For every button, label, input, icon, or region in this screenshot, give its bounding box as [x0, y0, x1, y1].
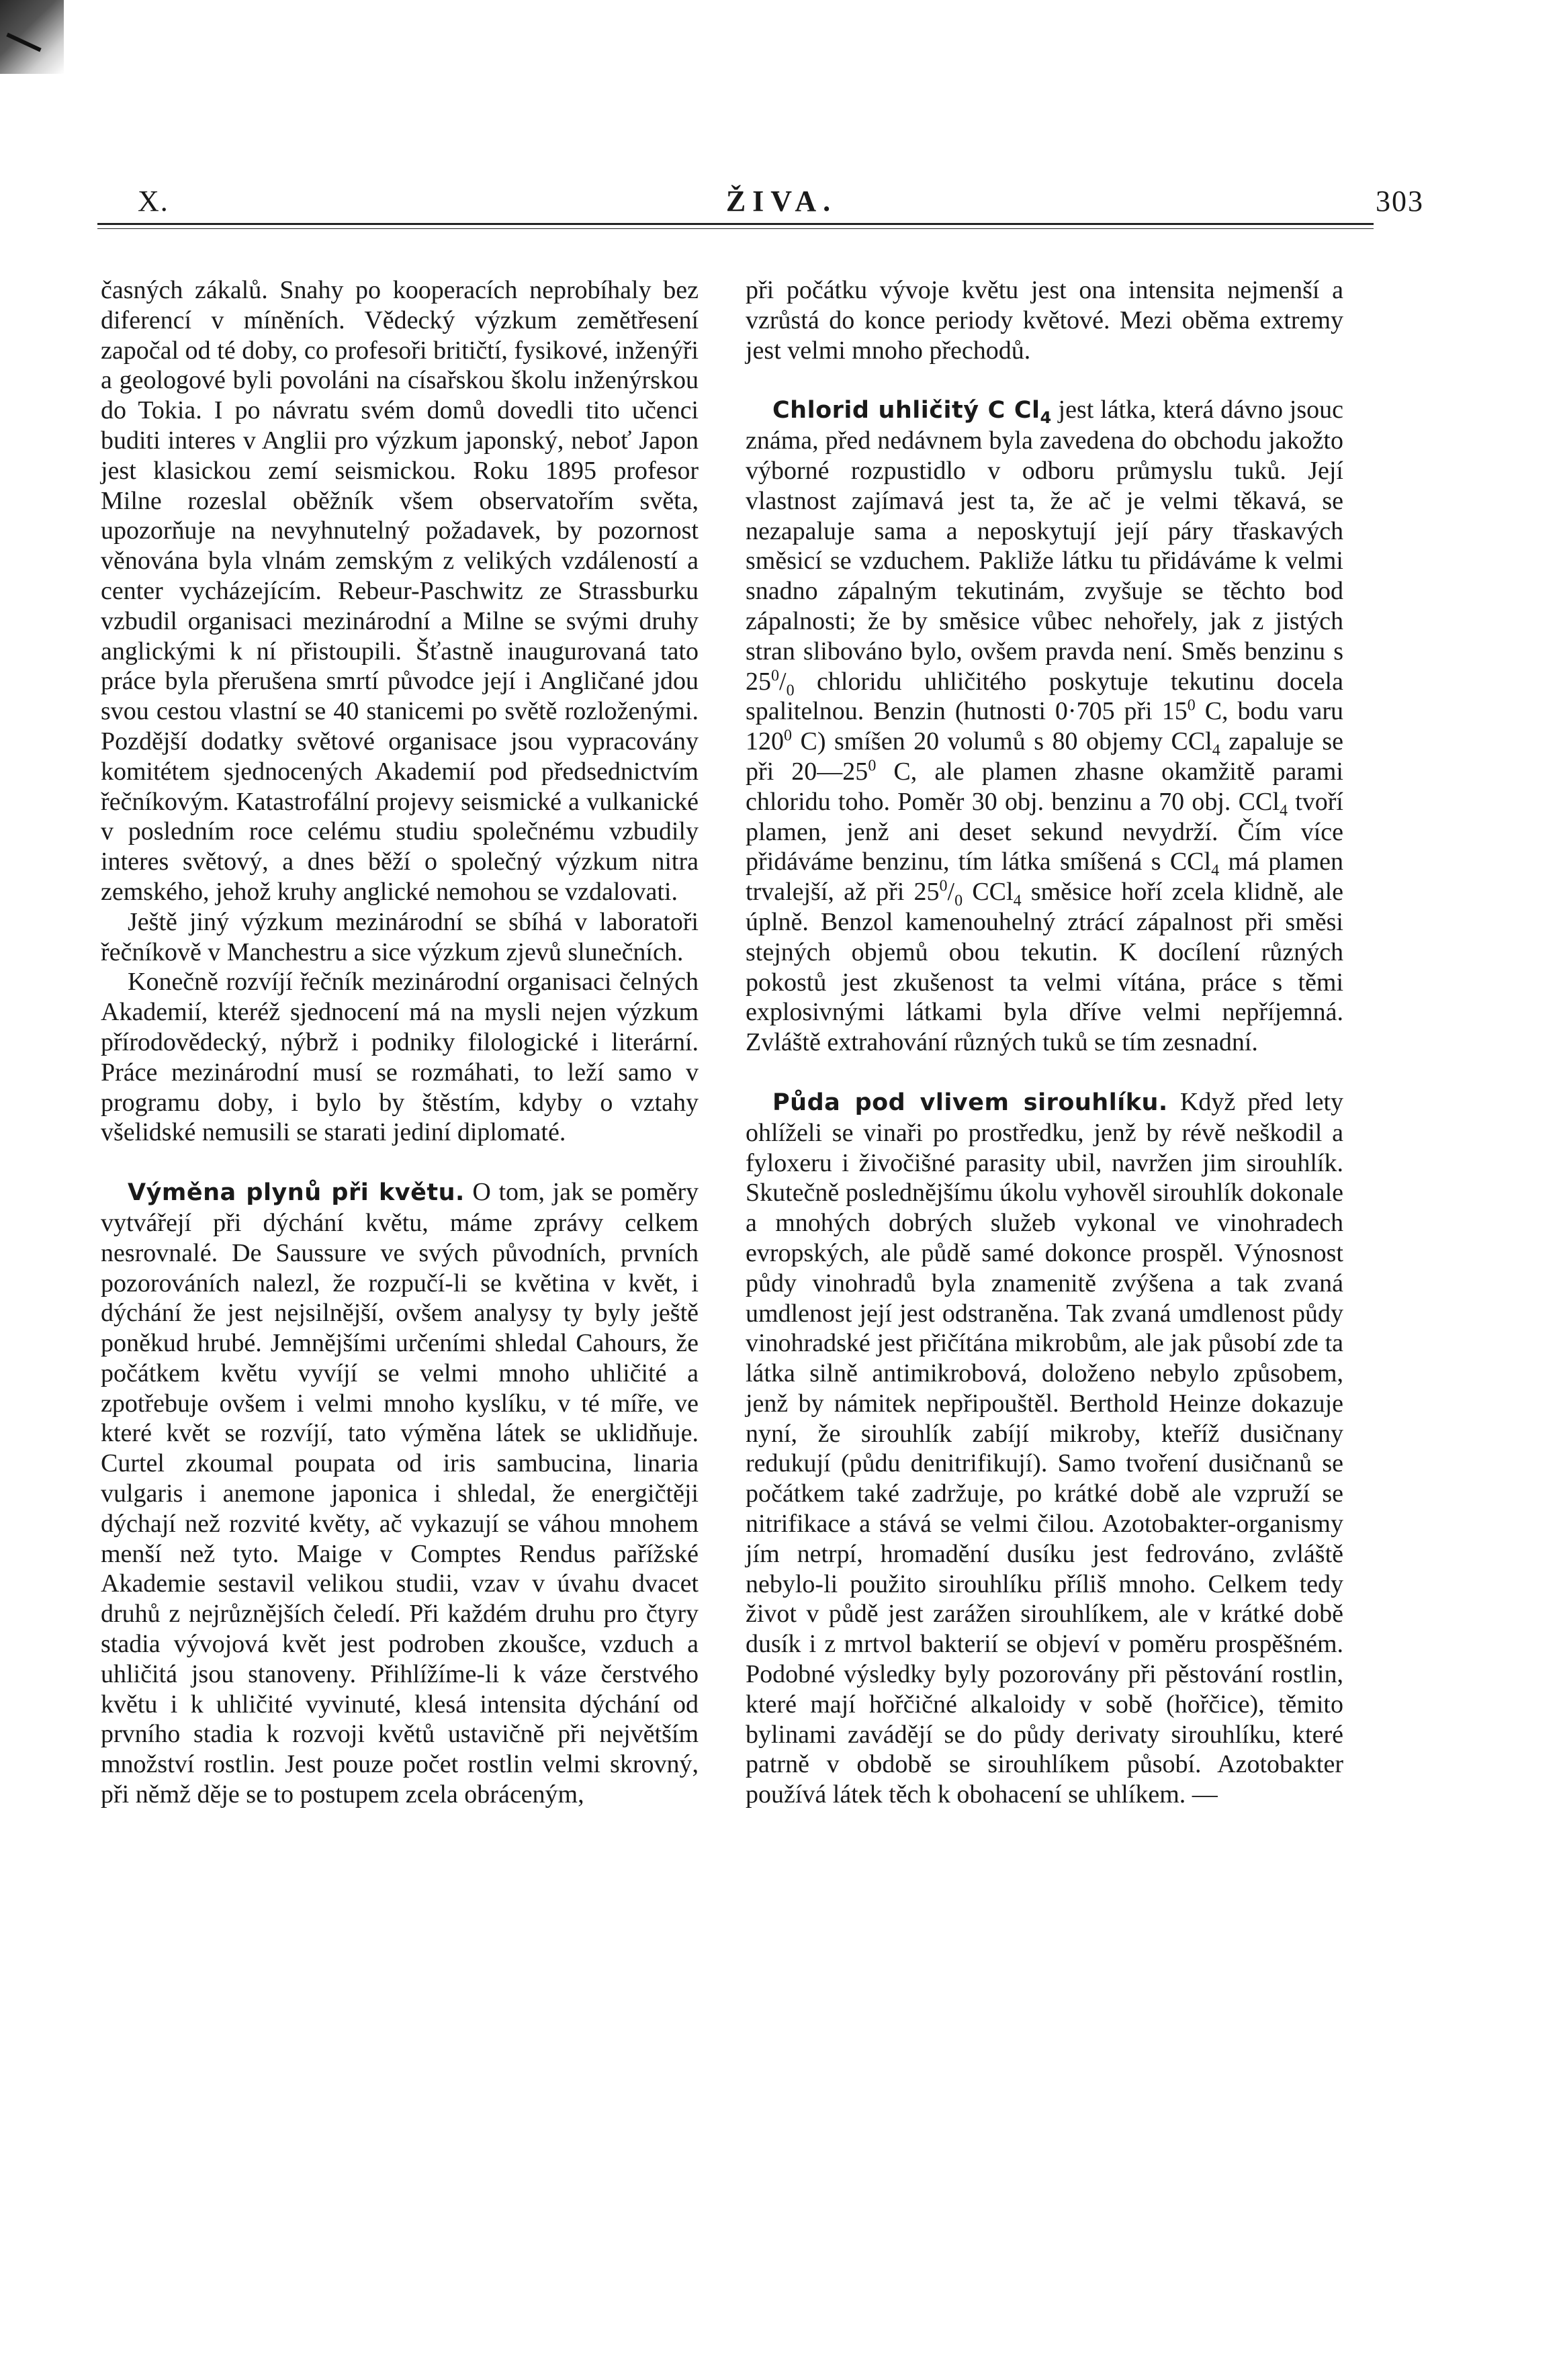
paragraph-flower-respiration-continued: při počátku vývoje květu jest ona intensita nejmenší a vzrůstá do konce periody květové. Mezi oběma extremy jest velmi mnoho přechodů. — [746, 276, 1343, 365]
soil-carbon-disulfide-text: Když před lety ohlíželi se vinaři po prostředku, jenž by révě neškodil a fyloxeru i živočišné parasity ubil, navržen jim sirouhlík. Skutečně poslednějšímu úkolu vyhověl sirouhlík dokonale a mnohých dobrých služeb vykonal ve vinohradech evropských, ale půdě samé dokonce prospěl. Výnosnost půdy vinohradů byla znamenitě zvýšena a tak zvaná umdlenost její jest odstraněna. Tak zvaná umdlenost půdy vinohradské jest přičítána mikrobům, ale jak působí zde ta látka silně antimikrobová, doloženo nebylo způsobem, jenž by námitek nepřipouštěl. Berthold Heinze dokazuje nyní, že sirouhlík zabíjí mikroby, kteříž dusičnany redukují (půdu denitrifikují). Samo tvoření dusičnanů se počátkem také zadržuje, po krátké době ale vzpruží se nitrifikace a stává se velmi čilou. Azotobakter-organismy jím netrpí, hromadění dusíku jest fedrováno, zvláště nebylo-li použito sirouhlíku příliš mnoho. Celkem tedy život v půdě jest zarážen sirouhlíkem, ale v krátké době dusík i z mrtvol bakterií se objeví v poměru prospěšném. Podobné výsledky byly pozorovány při pěstování rostlin, které mají hořčičné alkaloidy v sobě (hořčice), těmito bylinami zavádějí se do půdy derivaty sirouhlíku, které patrně v obdobě se sirouhlíkem působí. Azotobakter používá látek těch k obohacení se uhlíkem. — — [746, 1087, 1344, 1809]
left-column — [101, 275, 699, 2317]
paragraph-soil-carbon-disulfide — [746, 1087, 1343, 1810]
paragraph-seismology: časných zákalů. Snahy po kooperacích neprobíhaly bez diferencí v míněních. Vědecký výzkum zemětřesení započal od té doby, co profesoři britičtí, fysikové, inženýři a geologové byli povoláni na císařskou školu inženýrskou do Tokia. I po návratu svém domů dovedli tito učenci buditi interes v Anglii pro výzkum japonský, neboť Japon jest klasickou zemí seismickou. Roku 1895 profesor Milne rozeslal oběžník všem observatořím světa, upozorňuje na nevyhnutelný požadavek, by pozornost věnována byla vlnám zemským z velikých vzdáleností a center vycházejícím. Rebeur-Paschwitz ze Strassburku vzbudil organisaci mezinárodní a Milne se svými druhy anglickými k ní přistoupili. Šťastně inaugurovaná tato práce byla přerušena smrtí původce její i Angličané jdou svou cestou vlastní se 40 stanicemi po světě rozloženými. Pozdější dodatky světové organisace jsou vypracovány komitétem sjednocených Akademií pod předsednictvím řečníkovým. Katastrofální projevy seismické a vulkanické v posledním roce celému studiu společnému vzbudily interes světový, a dnes běží o společný výzkum nitra zemského, jehož kruhy anglické nemohou se vzdalovati. — [101, 276, 699, 906]
right-column — [746, 275, 1343, 2317]
flower-respiration-text: O tom, jak se poměry vytvářejí při dýchání květu, máme zprávy celkem nesrovnalé. De Saussure ve svých původních, prvních pozorováních nalezl, že rozpučí-li se květina v květ, i dýchání že jest nejsilnější, ovšem analysy ty byly ještě poněkud hrubé. Jemnějšími určeními shledal Cahours, že počátkem květu vyvíjí se velmi mnoho uhličité a zpotřebuje ovšem i velmi mnoho kyslíku, v té míře, ve které květ se rozvíjí, tato výměna látek se uklidňuje. Curtel zkoumal poupata od iris sambucina, linaria vulgaris i anemone japonica i shledal, že energičtěji dýchají než rozvité květy, ač vykazují se váhou mnohem menší než tyto. Maige v Comptes Rendus pařížské Akademie sestavil velikou studii, vzav v úvahu dvacet druhů z nejrůznějších čeledí. Při každém druhu pro čtyry stadia vývojová květ jest podroben zkoušce, vzduch a uhličitá jsou stanoveny. Přihlížíme-li k váze čerstvého květu i k uhličité vyvinuté, klesá intensita dýchání od prvního stadia k rozvoji květů ustavičně při největším množství rostlin. Jest pouze počet rostlin velmi skrovný, při němž děje se to postupem zcela obráceným, — [101, 1178, 699, 1809]
paragraph-academies: Konečně rozvíjí řečník mezinárodní organisaci čelných Akademií, kteréž sjednocení má na mysli nejen výzkum přírodovědecký, nýbrž i podniky filologické i literární. Práce mezinárodní musí se rozmáhati, to leží samo v programu doby, i bylo by štěstím, kdyby o vztahy všelidské nemusili se starati jediní diplomaté. — [101, 968, 699, 1147]
journal-title: ŽIVA. — [725, 185, 838, 218]
header-rule-thin — [97, 228, 1374, 229]
page-header — [0, 181, 1563, 222]
section-heading-soil-carbon-disulfide: Půda pod vlivem sirouhlíku. — [772, 1089, 1168, 1116]
paragraph-carbon-tetrachloride: Chlorid uhličitý C $Cl_4$ jest látka, která dávno jsouc známa, před nedávnem byla zavedena do obchodu jakožto výborné rozpustidlo v odboru průmyslu tuků. Její vlastnost zajímavá jest ta, že ač je velmi těkavá, se nezapaluje sama a neposkytují její páry třaskavých směsicí se vzduchem. Pakliže látku tu přidáváme k velmi snadno zápalným tekutinám, zvyšuje se těchto bod zápalnosti; že by směsice vůbec nehořely, jak z jistých stran slibováno bylo, ovšem pravda není. Směs benzinu s $25^0/_0$ chloridu uhličitého poskytuje tekutinu docela spalitelnou. Benzin (hutnosti 0·705 při $15^0$ C, bodu varu $120^0$ C) smíšen 20 volumů s 80 objemy CCl$_4$ zapaluje se při $20—25^0$ C, ale plamen zhasne okamžitě parami chloridu toho. Poměr 30 obj. benzinu a 70 obj. CCl$_4$ tvoří plamen, jenž ani deset sekund nevydrží. Čím více přidáváme benzinu, tím látka smíšená s CCl$_4$ má plamen trvalejší, až při $25^0/_0$ CCl$_4$ směsice hoří zcela klidně, ale úplně. Benzol kamenouhelný ztrácí zápalnost při směsi stejných objemů obou tekutin. K docílení různých pokostů jest zkušenost ta velmi vítána, práce s těmi explosivnými látkami byla dříve velmi nepříjemná. Zvláště extrahování různých tuků se tím zesnadní. — [746, 396, 1344, 1057]
volume-number: X. — [138, 185, 169, 218]
paragraph-flower-respiration — [101, 1177, 699, 1810]
section-heading-flower-respiration: Výměna plynů při květu. — [128, 1179, 465, 1207]
paragraph-solar-research: Ještě jiný výzkum mezinárodní se sbíhá v laboratoři řečníkově v Manchestru a sice výzkum zjevů slunečních. — [101, 907, 699, 966]
header-rule-thick — [97, 223, 1374, 225]
section-heading-carbon-tetrachloride: Chlorid uhličitý C $Cl_4$ — [772, 397, 1052, 428]
page-number: 303 — [1376, 185, 1424, 218]
